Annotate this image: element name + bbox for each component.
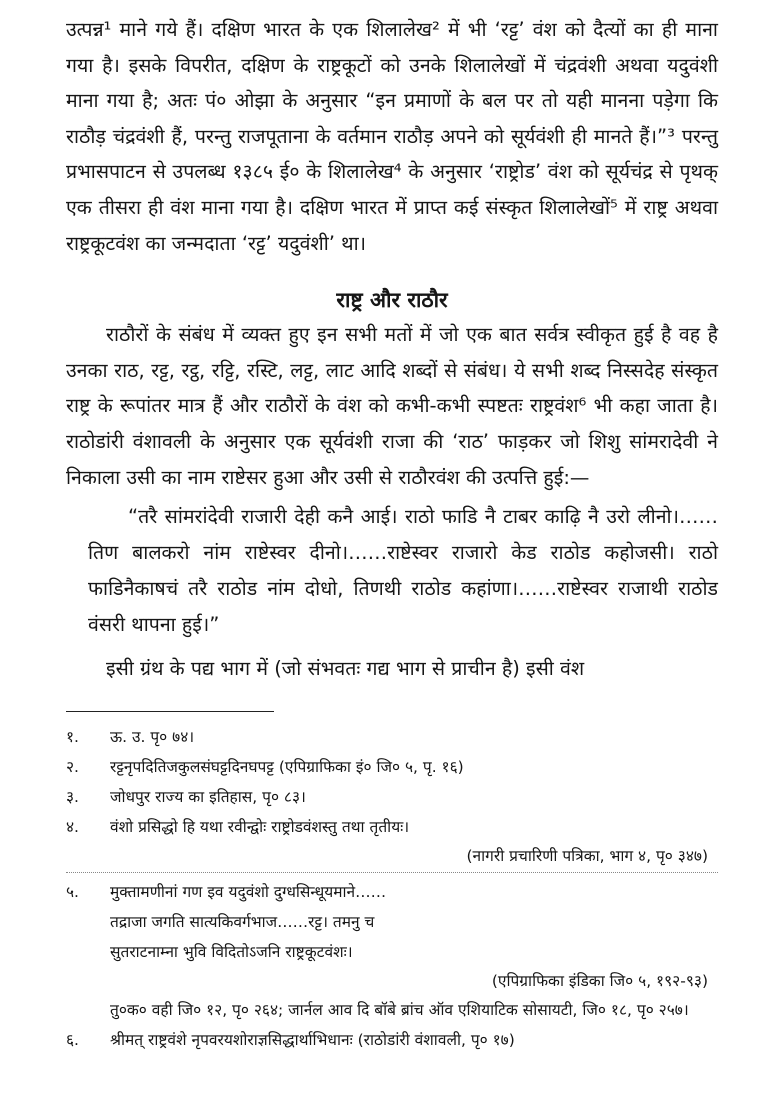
rajasthani-quotation: “तरै सांमरांदेवी राजारी देही कनै आई। राठो फाडि नै टाबर काढ़ि नै उरो लीनो।……तिण बालकरो नांम राष्टेस्वर दीनो।……राष्टेस्वर राजारो केड राठोड कहोजसी। राठो फाडिनैकाषचं तरै राठोड नांम दोधो, तिणथी राठोड कहांणा।……राष्टेस्वर राजाथी राठोड वंसरी थापना हुई।”	[88, 505, 718, 637]
section-heading: राष्ट्र और राठौर	[336, 288, 448, 313]
footnote-5-citation: (एपिग्राफिका इंडिका जि० ५, १९२-९३)	[491, 971, 708, 990]
footnote-text: श्रीमत् राष्ट्रवंशे नृपवरयशोराज्ञसिद्धार्थाभिधानः (राठोडांरी वंशावली, पृ० १७)	[110, 1030, 515, 1049]
footnote-text: वंशो प्रसिद्धो हि यथा रवीन्द्वोः राष्ट्रोडवंशस्तु तथा तृतीयः।	[110, 817, 410, 836]
dotted-divider	[66, 872, 718, 873]
footnote-5	[66, 877, 718, 907]
footnote-text: जोधपुर राज्य का इतिहास, पृ० ८३।	[110, 787, 306, 806]
footnote-separator	[66, 711, 274, 712]
footnote-3	[66, 782, 718, 812]
footnote-text: रट्टनृपदितिजकुलसंघट्टदिनघपट्ट (एपिग्राफिका इं० जि० ५, पृ. १६)	[110, 757, 464, 776]
footnote-number: ६.	[66, 1030, 79, 1049]
footnote-2	[66, 752, 718, 782]
footnote-number: २.	[66, 757, 79, 776]
footnote-text: ऊ. उ. पृ० ७४।	[110, 727, 195, 746]
footnote-5-line-2: तद्राजा जगति सात्यकिवर्गभाज……रट्ट। तमनु च	[110, 912, 375, 931]
body-paragraph-1: उत्पन्न¹ माने गये हैं। दक्षिण भारत के एक शिलालेख² में भी ‘रट्ट’ वंश को दैत्यों का ही माना गया है। इसके विपरीत, दक्षिण के राष्ट्रकूटों को उनके शिलालेखों में चंद्रवंशी अथवा यदुवंशी माना गया है; अतः पं० ओझा के अनुसार “इन प्रमाणों के बल पर तो यही मानना पड़ेगा कि राठौड़ चंद्रवंशी हैं, परन्तु राजपूताना के वर्तमान राठौड़ अपने को सूर्यवंशी ही मानते हैं।”³ परन्तु प्रभासपाटन से उपलब्ध १३८५ ई० के शिलालेख⁴ के अनुसार ‘राष्ट्रोड’ वंश को सूर्यचंद्र से पृथक् एक तीसरा ही वंश माना गया है। दक्षिण भारत में प्राप्त कई संस्कृत शिलालेखों⁵ में राष्ट्र अथवा राष्ट्रकूटवंश का जन्मदाता ‘रट्ट’ यदुवंशी’ था।	[66, 18, 718, 255]
footnote-1	[66, 722, 718, 752]
footnote-number: ४.	[66, 817, 79, 836]
footnote-text: मुक्तामणीनां गण इव यदुवंशो दुग्धसिन्धूयमाने……	[110, 882, 387, 901]
footnote-number: ५.	[66, 882, 79, 901]
footnote-4-citation: (नागरी प्रचारिणी पत्रिका, भाग ४, पृ० ३४७)	[466, 846, 708, 865]
body-paragraph-2: राठौरों के संबंध में व्यक्त हुए इन सभी मतों में जो एक बात सर्वत्र स्वीकृत हुई है वह है उनका राठ, रट्ट, रट्ठ, रट्टि, रस्टि, लट्ट, लाट आदि शब्दों से संबंध। ये सभी शब्द निस्सदेह संस्कृत राष्ट्र के रूपांतर मात्र हैं और राठौरों के वंश को कभी-कभी स्पष्टतः राष्ट्रवंश⁶ भी कहा जाता है। राठोडांरी वंशावली के अनुसार एक सूर्यवंशी राजा की ‘राठ’ फाड़कर जो शिशु सांमरादेवी ने निकाला उसी का नाम राष्टेसर हुआ और उसी से राठौरवंश की उत्पत्ति हुई:—	[66, 323, 718, 489]
body-paragraph-3: इसी ग्रंथ के पद्य भाग में (जो संभवतः गद्य भाग से प्राचीन है) इसी वंश	[106, 657, 585, 681]
footnote-4	[66, 812, 718, 842]
footnote-number: १.	[66, 727, 79, 746]
footnote-6	[66, 1025, 718, 1055]
footnote-5-line-4: तु०क० वही जि० १२, पृ० २६४; जार्नल आव दि बॉबे ब्रांच ऑव एशियाटिक सोसायटी, जि० १८, पृ० २५७।	[110, 1000, 689, 1019]
footnote-5-line-3: सुतराटनाम्ना भुवि विदितोऽजनि राष्ट्रकूटवंशः।	[110, 942, 353, 961]
footnote-number: ३.	[66, 787, 79, 806]
